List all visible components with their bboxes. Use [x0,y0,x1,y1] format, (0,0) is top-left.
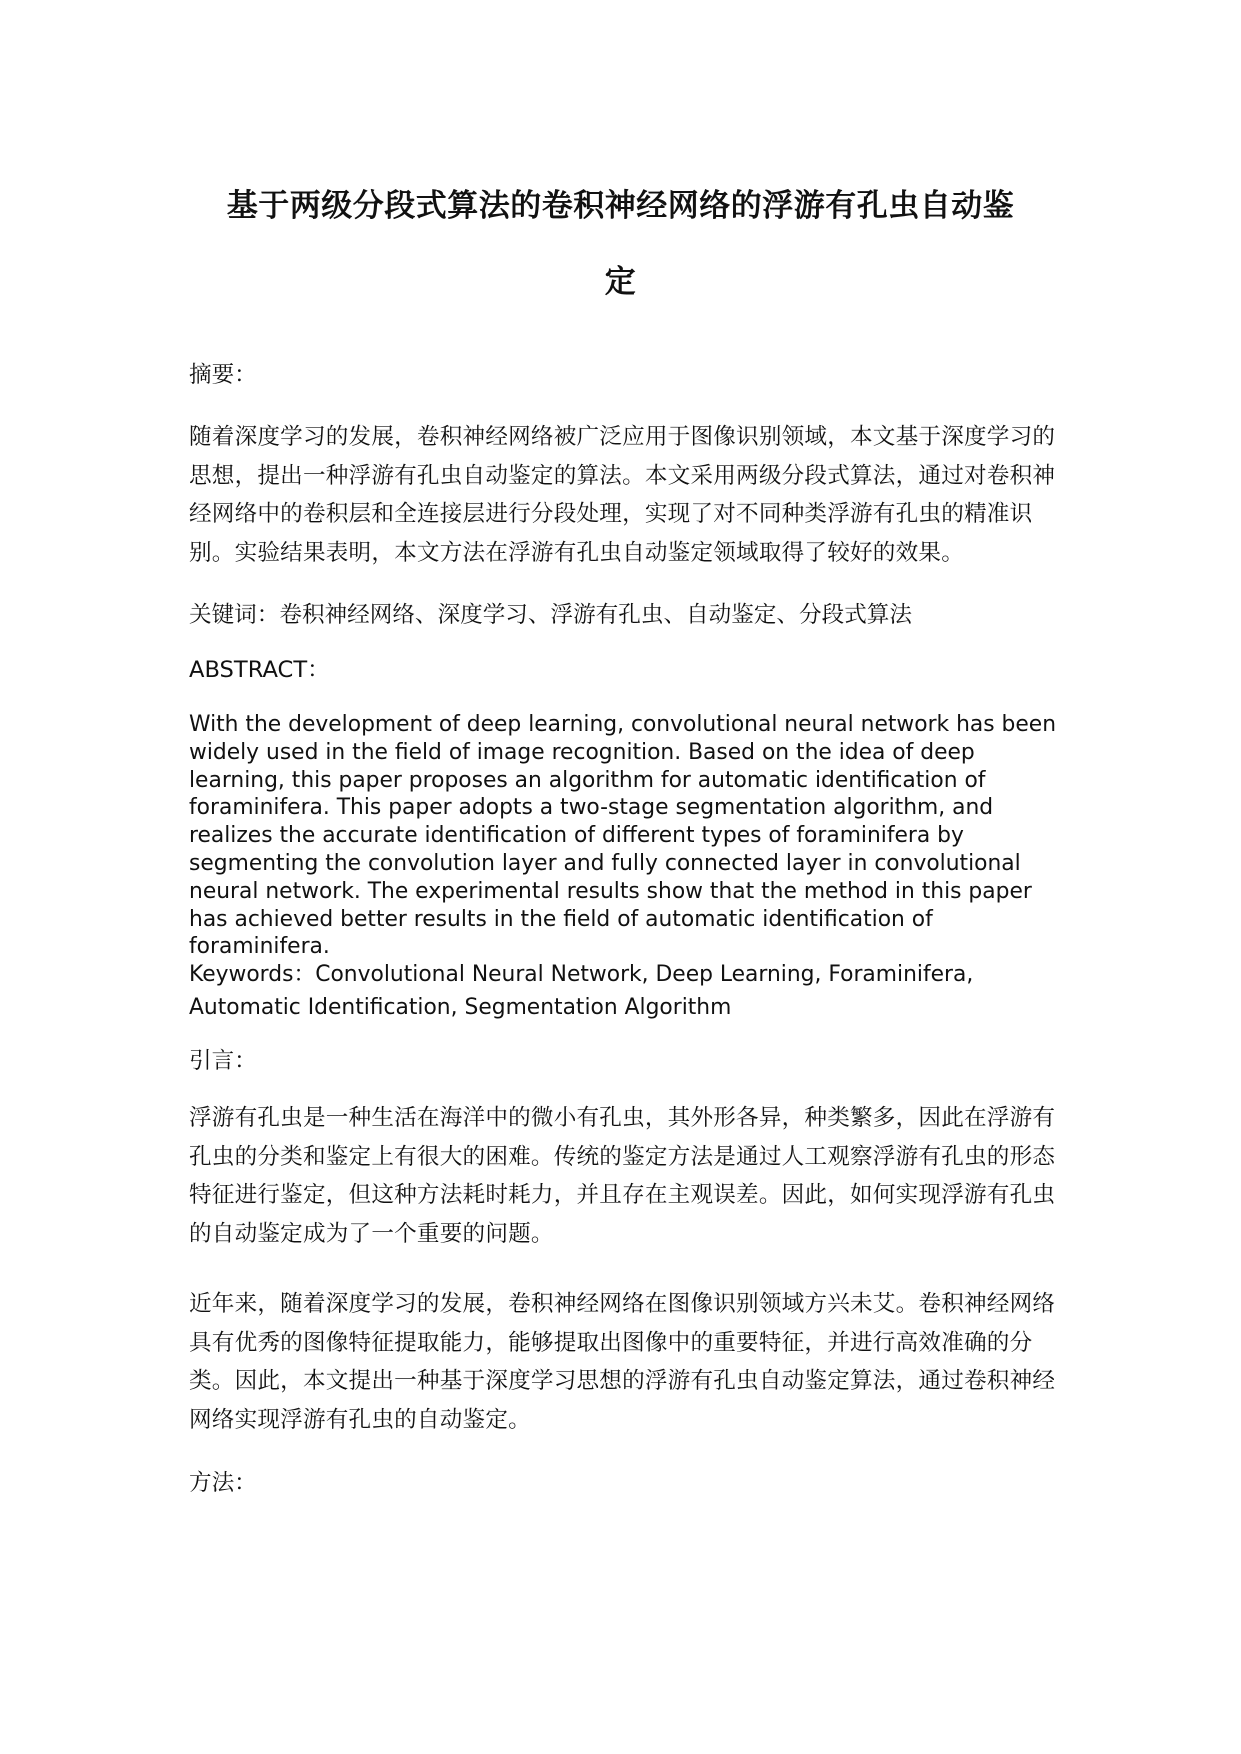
introduction-label: 引言： [189,1048,257,1074]
title-line-2: 定 [604,264,637,300]
introduction-paragraph-1: 浮游有孔虫是一种生活在海洋中的微小有孔虫，其外形各异，种类繁多，因此在浮游有孔虫的分类和鉴定上有很大的困难。传统的鉴定方法是通过人工观察浮游有孔虫的形态特征进行鉴定，但这种方法耗时耗力，并且存在主观误差。因此，如何实现浮游有孔虫的自动鉴定成为了一个重要的问题。 [189,1105,1056,1247]
keywords-cn: 关键词：卷积神经网络、深度学习、浮游有孔虫、自动鉴定、分段式算法 [189,602,912,628]
abstract-cn-label: 摘要： [189,362,257,388]
abstract-en-text: With the development of deep learning, convolutional neural network has been widely used in the field of image recognition. Based on the idea of deep learning, this paper proposes an algorithm for automatic identification of foraminifera. This paper adopts a two-stage segmentation algorithm, and realizes the accurate identification of different types of foraminifera by segmenting the convolution layer and fully connected layer in convolutional neural network. The experimental results show that the method in this paper has achieved better results in the field of automatic identification of foraminifera. [189,712,1057,960]
introduction-paragraph-2: 近年来，随着深度学习的发展，卷积神经网络在图像识别领域方兴未艾。卷积神经网络具有优秀的图像特征提取能力，能够提取出图像中的重要特征，并进行高效准确的分类。因此，本文提出一种基于深度学习思想的浮游有孔虫自动鉴定算法，通过卷积神经网络实现浮游有孔虫的自动鉴定。 [189,1291,1056,1433]
methods-label: 方法： [189,1470,257,1496]
title-line-1: 基于两级分段式算法的卷积神经网络的浮游有孔虫自动鉴 [226,188,1015,224]
abstract-cn-text: 随着深度学习的发展，卷积神经网络被广泛应用于图像识别领域，本文基于深度学习的思想，提出一种浮游有孔虫自动鉴定的算法。本文采用两级分段式算法，通过对卷积神经网络中的卷积层和全连接层进行分段处理，实现了对不同种类浮游有孔虫的精准识别。实验结果表明，本文方法在浮游有孔虫自动鉴定领域取得了较好的效果。 [189,424,1056,566]
keywords-en: Keywords：Convolutional Neural Network, Deep Learning, Foraminifera, Automatic Identification, Segmentation Algorithm [189,962,974,1020]
abstract-en-label: ABSTRACT： [189,657,330,683]
